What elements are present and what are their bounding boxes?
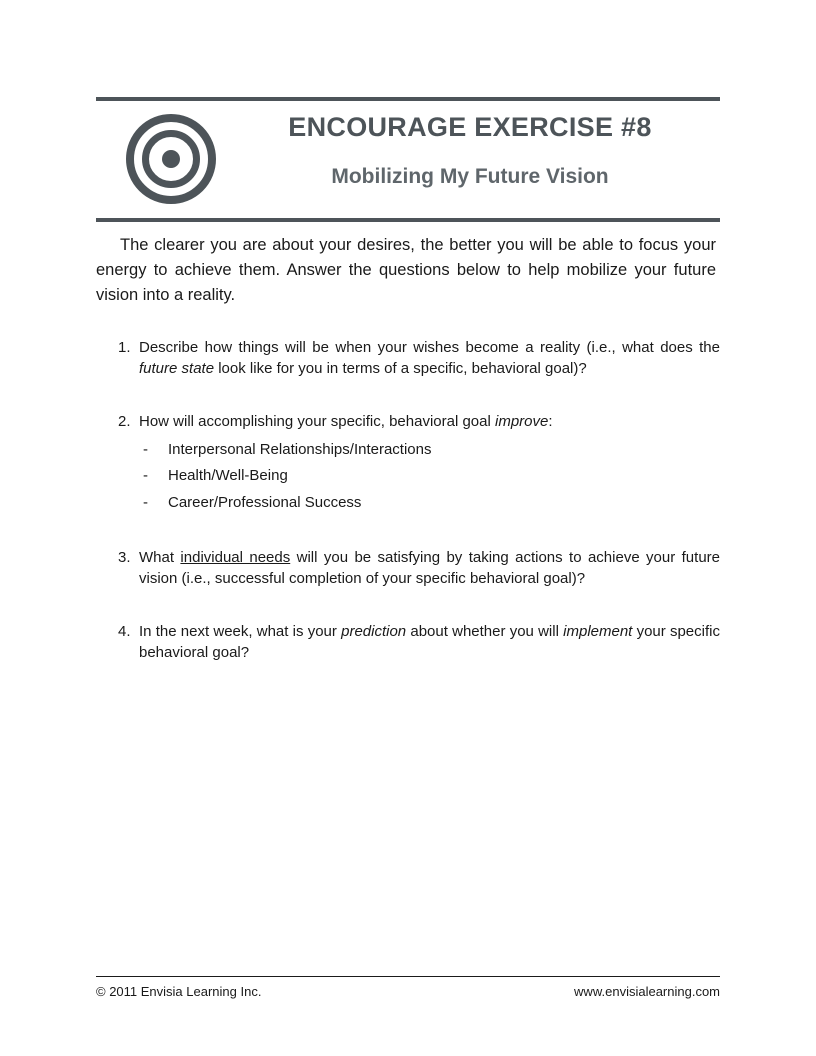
question-text: In the next week, what is your prediction about whether you will implement your specific behavioral goal? xyxy=(139,623,720,661)
question-text: Describe how things will be when your wishes become a reality (i.e., what does the future state look like for you in terms of a specific, behavioral goal)? xyxy=(139,339,720,377)
exercise-subtitle: Mobilizing My Future Vision xyxy=(331,165,609,188)
question-number: 1. xyxy=(118,339,131,356)
question-4 xyxy=(118,621,720,663)
copyright-notice: © 2011 Envisia Learning Inc. xyxy=(96,984,262,999)
header-top-rule xyxy=(96,97,720,101)
question-3 xyxy=(118,547,720,589)
question-text: How will accomplishing your specific, behavioral goal improve: xyxy=(139,413,553,430)
website-link[interactable]: www.envisialearning.com xyxy=(574,984,720,999)
question-text: What individual needs will you be satisfying by taking actions to achieve your future vision (i.e., successful completion of your specific behavioral goal)? xyxy=(139,549,720,587)
target-icon xyxy=(125,113,217,205)
exercise-title: ENCOURAGE EXERCISE #8 xyxy=(288,112,652,142)
question-number: 4. xyxy=(118,623,131,640)
question-number: 2. xyxy=(118,413,131,430)
header-bottom-rule xyxy=(96,218,720,222)
question-2 xyxy=(118,411,720,432)
question-1 xyxy=(118,337,720,379)
footer-rule xyxy=(96,976,720,977)
intro-paragraph: The clearer you are about your desires, the better you will be able to focus your energy to achieve them. Answer the questions below to help mobilize your future vision into a reality. xyxy=(96,236,716,304)
question-number: 3. xyxy=(118,549,131,566)
